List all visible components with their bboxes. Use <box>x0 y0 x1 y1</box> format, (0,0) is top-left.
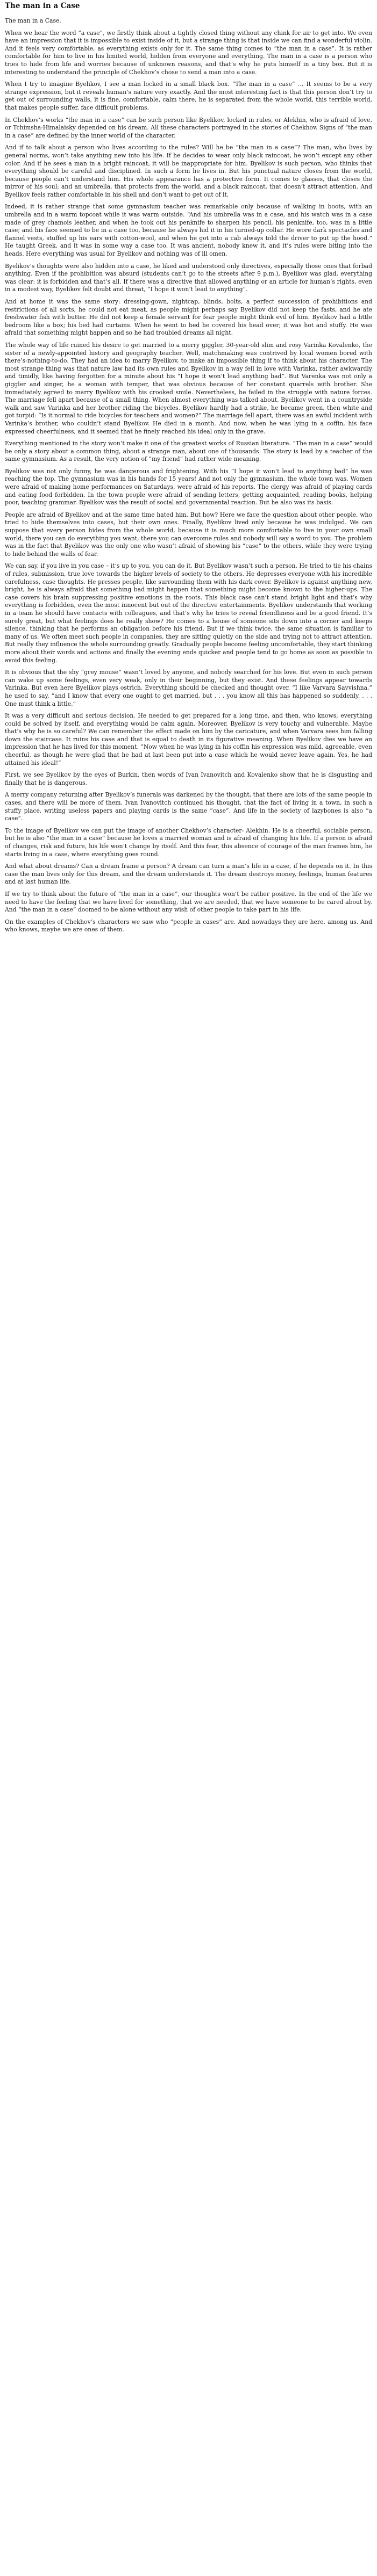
paragraph: On the examples of Chekhov’s characters we saw who “people in cases” are. And nowadays they are here, among us. And who knows, maybe we are ones of them. <box>5 918 372 934</box>
paragraph: And if to talk about a person who lives according to the rules? Will he be “the man in a case”? The man, who lives by general norms, won’t take anything new into his life. If he decides to wear only black raincoat, he won’t except any other color. And if he sees a man in a bright raincoat, it will be inappropriate for him. Byelikov is such person, who thinks that everything should be careful and disciplined. In such a form he lives in. But his punctual nature closes from the world, because people can’t understand him. His whole appearance has a protective form. It comes to glasses, that closes the mirror of his soul; and an umbrella, that protects from the world, and a black raincoat, that doesn’t attract attention. And Byelikov feels rather comfortable in his shell and don’t want to get out of it. <box>5 144 372 198</box>
paragraph: When we hear the word “a case”, we firstly think about a tightly closed thing without any chink for air to get into. We even have an impression that it is impossible to exist inside of it, but a strange thing is that inside we can find a wonderful violin. And it feels very comfortable, as everything exists only for it. The same thing comes to “the man in a case”. It is rather comfortable for him to live in his limited world, hidden from everyone and everything. The man in a case is a person who tries to hide from life and worries because of unknown reasons, and that’s why he puts himself in a tiny box. But it is interesting to understand the principle of Chekhov’s chose to send a man into a case. <box>5 29 372 76</box>
paragraph: When I try to imagine Byelikov, I see a man locked in a small black box. “The man in a case” … It seems to be a very strange expression, but it reveals human’s nature very exactly. And the most interesting fact is that this person don’t try to get out of surrounding walls, it is fine, comfortable, calm there, he is separated from the whole world, this terrible world, that makes people suffer, face difficult problems. <box>5 81 372 111</box>
paragraph: And at home it was the same story: dressing-gown, nightcap, blinds, bolts, a perfect succession of prohibitions and restrictions of all sorts, he could not eat meat, as people might perhaps say Byelikov did not keep the fasts, and he ate freshwater fish with butter. He did not keep a female servant for fear people might think evil of him. Byelikov had a little bedroom like a box; his bed had curtains. When he went to bed he covered his head over; it was hot and stuffy. He was afraid that something might happen and so he had troubled dreams all night. <box>5 298 372 337</box>
paragraph: It was a very difficult and serious decision. He needed to get prepared for a long time, and then, who knows, everything could be solved by itself, and everything would be calm again. Moreover, Byelikov is very touchy and vulnerable. Maybe that’s why he is so careful? We can remember the effect made on him by the caricature, and when Varvara sees him falling down the staircase. It ruins his case and that is equal to death in its figurative meaning. When Byelikov dies we have an impression that he has lived for this moment. “Now when he was lying in his coffin his expression was mild, agreeable, even cheerful, as though he were glad that he had at last been put into a case which he would never leave again. Yes, he had attained his ideal!” <box>5 712 372 766</box>
paragraph: Indeed, it is rather strange that some gymnasium teacher was remarkable only because of walking in boots, with an umbrella and in a warm topcoat while it was warm outside. “And his umbrella was in a case, and his watch was in a case made of grey chamois leather, and when he took out his penknife to sharpen his pencil, his penknife, too, was in a little case; and his face seemed to be in a case too, because he always hid it in his turned-up collar. He wore dark spectacles and flannel vests, stuffed up his ears with cotton-wool, and when he got into a cab always told the driver to put up the hood.” He taught Greek, and it was in some way a case too. It was ancient, nobody knew it, and it’s rules were biting into the heads. Here everything was usual for Byelikov and nothing was of ill omen. <box>5 203 372 258</box>
paragraph: People are afraid of Byelikov and at the same time hated him. But how? Here we face the question about other people, who tried to hide themselves into cases, but their own ones. Finally, Byelikov lived only because he was indulged. We can suppose that every person hides from the whole world, because it is much more comfortable to live in your own small world, there you can do everything you want, there you can overcome rules and nobody will say a word to you. The problem was in the fact that Byelikov was the only one who wasn’t afraid of showing his “case” to the others, while they were trying to hide behind the walls of fear. <box>5 511 372 558</box>
paragraph: To the image of Byelikov we can put the image of another Chekhov’s character- Alekhin. He is a cheerful, sociable person, but he is also “the man in a case” because he loves a married woman and is afraid of changing his life. If a person is afraid of changes, risk and future, his life won’t change by itself. And this fear, this absence of courage of the man frames him, he starts living in a case, where everything goes round. <box>5 827 372 858</box>
document-body <box>5 30 372 934</box>
paragraph: Everything mentioned in the story won’t make it one of the greatest works of Russian literature. “The man in a case” would be only a story about a common thing, about a strange man, about one of thousands. The story is lead by a teacher of the same gymnasium. As a result, the very notion of “my friend” had rather wide meaning. <box>5 440 372 463</box>
paragraph: We can say, if you live in you case – it’s up to you, you can do it. But Byelikov wasn’t such a person. He tried to tie his chains of rules, submission, true love towards the higher levels of society to the others. He depresses everyone with his incredible carefulness, case thoughts. He presses people, like surrounding them with his dark cover. Byelikov is against anything new, bright, he is always afraid that something bad might happen that something might become known to the higher-ups. The case covers his brain suppressing positive emotions in the roots. This black case can’t stand bright light and that’s why everything is forbidden, even the most innocent but out of the directive entertainments. Byelikov understands that working in a team he should have contacts with colleagues, and that’s why he tries to reveal friendliness and be a good friend. It’s surely great, but what feelings does he really show? He comes to a house of someone sits down into a corner and keeps silence, thinking that he performs an obligation before his friend. But if we think twice, the same situation is familiar to many of us. We often meet such people in companies, they are sitting quietly on the side and trying not to attract attention. But really they influence the whole surrounding greatly. Gradually people become feeling uncomfortable, they start thinking more about their words and actions and finally the evening ends quicker and people tend to go home as soon as possible to avoid this feeling. <box>5 562 372 664</box>
paragraph: And what about dreams? Can a dream frame a person? A dream can turn a man’s life in a case, if he depends on it. In this case the man lives only for this dream, and the dream understands it. The dream destroys money, feelings, human features and at last human life. <box>5 863 372 886</box>
paragraph: It is obvious that the shy “grey mouse” wasn’t loved by anyone, and nobody searched for his love. But even in such person can wake up some feelings, even very weak, only in their beginning, but they exist. And these feelings appear towards Varinka. But even here Byelikov plays ostrich. Everything should be checked and thought over. “I like Varvara Savvishna,” he used to say, “and I know that every one ought to get married, but . . . you know all this has happened so suddenly. . . . One must think a little.” <box>5 669 372 707</box>
document-subtitle: The man in a Case. <box>5 17 61 24</box>
document-page <box>0 0 377 934</box>
paragraph: If we try to think about the future of “the man in a case”, our thoughts won’t be rather positive. In the end of the life we need to have the feeling that we have lived for something, that we are needed, that we have someone to be cared about by. And “the man in a case” doomed to be alone without any wish of other people to take part in his life. <box>5 890 372 914</box>
document-title: The man in a Case <box>5 2 80 10</box>
paragraph: The whole way of life ruined his desire to get married to a merry giggler, 30-year-old slim and rosy Varinka Kovalenko, the sister of a newly-appointed history and geography teacher. Well, matchmaking was contrived by local women bored with there’s-nothing-to-do. They had an idea to marry Byelikov, to make an impossible thing if to think about his character. The most strange thing was that nature law had its own rules and Byelikov in a way fell in love with Varinka, rather awkwardly and timidly, like having forgotten for a minute about his “I hope it won’t lead anything bad”. But Varenka was not only a giggler and singer, he a woman with temper, that was obvious because of her constant quarrels with brother. She immediately agreed to marry Byelikov with his crooked smile. Nevertheless, he failed in the struggle with nature forces. The marriage fell apart because of a small thing. When almost everything was talked about, Byelikov went in a countryside walk and saw Varinka and her brother riding the bicycles. Byelikov hardly had a strike, he became green, then white and got turpid: “Is it normal to ride bicycles for teachers and women?” The marriage fell apart, there was an awful incident with Varinka’s brother, who couldn’t stand Byelikov. He died in a month. And now, when he was lying in a coffin, his face expressed cheerfulness, and it seemed that he finely reached his ideal only in the grave. <box>5 341 372 435</box>
paragraph: First, we see Byelikov by the eyes of Burkin, then words of Ivan Ivanovitch and Kovalenko show that he is disgusting and finally that he is dangerous. <box>5 771 372 786</box>
paragraph: In Chekhov’s works “the man in a case” can be such person like Byelikov, locked in rules, or Alekhin, who is afraid of love, or Tchimsha-Himalaisky depended on his dream. All these characters portrayed in the stories of Chekhov. Signs of “the man in a case” are defined by the inner world of the character. <box>5 116 372 139</box>
paragraph: A merry company returning after Byelikov’s funerals was darkened by the thought, that there are lots of the same people in cases, and there will be more of them. Ivan Ivanovitch continued his thought, that the fact of living in a town, in such a stuffy place, writing useless papers and playing cards is the same “case”. And life in the society of lazybones is also “a case”. <box>5 791 372 822</box>
paragraph: Byelikov was not only funny, he was dangerous and frightening. With his “I hope it won’t lead to anything bad” he was reaching the top. The gymnasium was in his hands for 15 years! And not only the gymnasium, the whole town was. Women were afraid of making home performances on Saturdays, were afraid of his reports. The clergy was afraid of playing cards and eating food forbidden. In the town people were afraid of sending letters, getting acquainted, reading books, helping poor, teaching grammar. Byelikov was the result of social and governmental reaction. But he also was its basis. <box>5 467 372 506</box>
paragraph: Byelikov’s thoughts were also hidden into a case, he liked and understood only directives, especially those ones that forbad anything. Even if the prohibition was absurd (students can’t go to the streets after 9 p.m.), Byelikov was glad, everything was clear: it is forbidden and that’s all. If there was a directive that allowed anything or an article for human’s rights, even in a modest way, Byelikov felt doubt and threat, “I hope it won’t lead to anything”. <box>5 262 372 293</box>
